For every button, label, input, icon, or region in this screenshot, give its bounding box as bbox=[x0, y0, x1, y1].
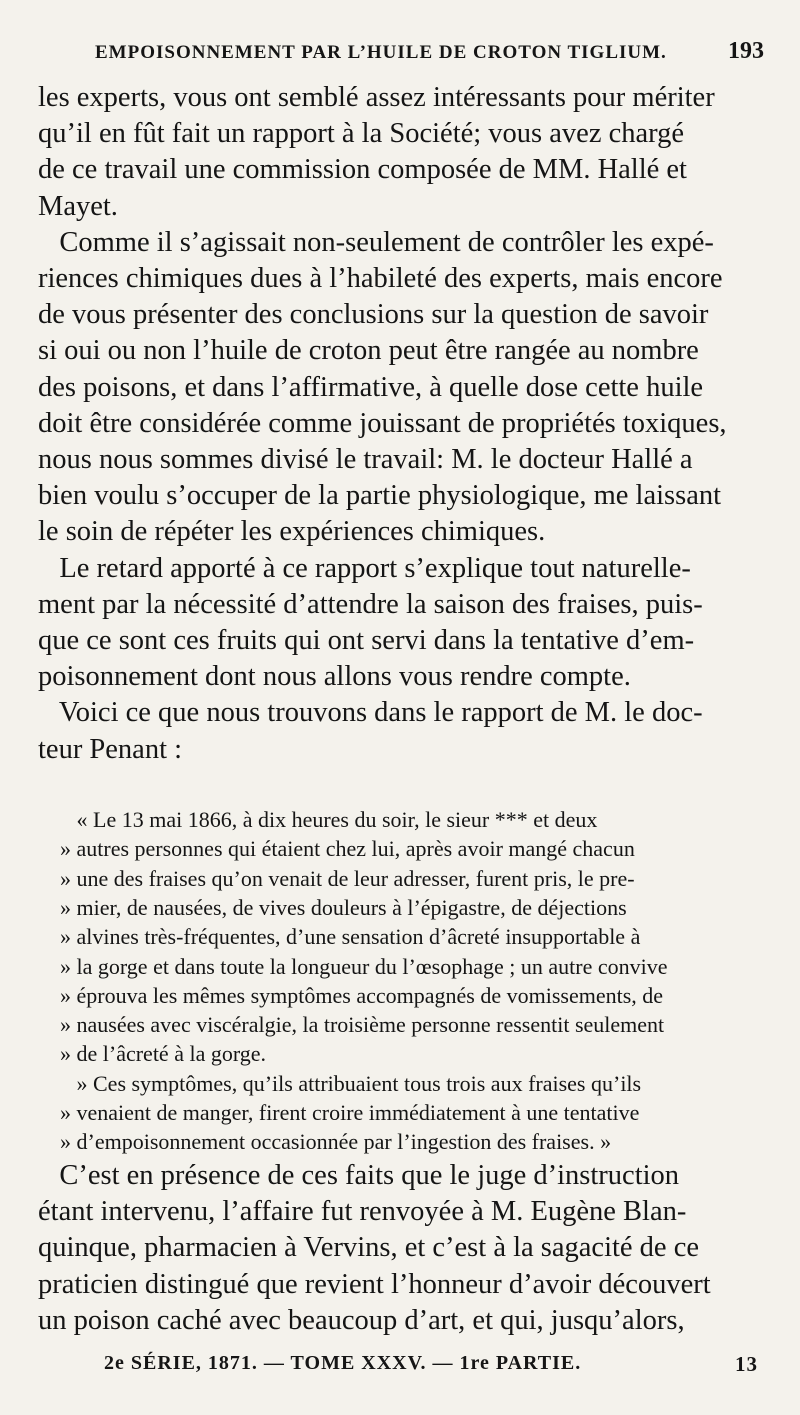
text-line: qu’il en fût fait un rapport à la Société; vous avez chargé bbox=[38, 118, 685, 150]
text-line: » nausées avec viscéralgie, la troisième personne ressentit seulement bbox=[60, 1012, 665, 1038]
text-line: riences chimiques dues à l’habileté des experts, mais encore bbox=[38, 263, 723, 294]
text-line: bien voulu s’occuper de la partie physiologique, me laissant bbox=[38, 480, 722, 512]
text-line: » de l’âcreté à la gorge. bbox=[60, 1041, 267, 1067]
text-line: si oui ou non l’huile de croton peut être rangée au nombre bbox=[38, 335, 699, 367]
text-line: ment par la nécessité d’attendre la saison des fraises, puis- bbox=[38, 588, 703, 620]
text-line: « Le 13 mai 1866, à dix heures du soir, le sieur *** et deux bbox=[60, 807, 598, 832]
text-line: des poisons, et dans l’affirmative, à quelle dose cette huile bbox=[38, 371, 704, 403]
text-line: nous nous sommes divisé le travail: M. le docteur Hallé a bbox=[38, 444, 693, 475]
text-line: de vous présenter des conclusions sur la question de savoir bbox=[38, 299, 709, 331]
text-line: » éprouva les mêmes symptômes accompagnés de vomissements, de bbox=[60, 982, 664, 1008]
page-footer bbox=[104, 1352, 758, 1377]
running-title: EMPOISONNEMENT PAR L’HUILE DE CROTON TIGLIUM. bbox=[95, 42, 667, 63]
text-line: teur Penant : bbox=[38, 733, 183, 765]
text-line: praticien distingué que revient l’honneur d’avoir découvert bbox=[38, 1268, 711, 1300]
text-line: » mier, de nausées, de vives douleurs à l’épigastre, de déjections bbox=[60, 894, 627, 920]
text-line: quinque, pharmacien à Vervins, et c’est à la sagacité de ce bbox=[38, 1232, 700, 1264]
signature-mark: 13 bbox=[735, 1352, 758, 1376]
text-line: » alvines très-fréquentes, d’une sensation d’âcreté insupportable à bbox=[60, 924, 641, 950]
text-line: » venaient de manger, firent croire immédiatement à une tentative bbox=[60, 1100, 640, 1125]
page-number: 193 bbox=[728, 38, 764, 64]
text-line: de ce travail une commission composée de MM. Hallé et bbox=[38, 154, 687, 186]
text-line: que ce sont ces fruits qui ont servi dans la tentative d’em- bbox=[38, 625, 695, 656]
text-line: doit être considérée comme jouissant de propriétés toxiques, bbox=[38, 407, 727, 439]
text-line: Voici ce que nous trouvons dans le rapport de M. le doc- bbox=[38, 697, 703, 729]
text-line: » d’empoisonnement occasionnée par l’ingestion des fraises. » bbox=[60, 1129, 612, 1155]
text-line: les experts, vous ont semblé assez intéressants pour mériter bbox=[38, 82, 715, 113]
footer-signature: 2e SÉRIE, 1871. — TOME XXXV. — 1re PARTIE. bbox=[104, 1352, 582, 1374]
text-line: Comme il s’agissait non-seulement de contrôler les expé- bbox=[38, 226, 714, 258]
running-header bbox=[95, 38, 764, 65]
text-line: » une des fraises qu’on venait de leur adresser, furent pris, le pre- bbox=[60, 865, 635, 891]
text-line: Le retard apporté à ce rapport s’explique tout naturelle- bbox=[38, 552, 691, 584]
text-line: Mayet. bbox=[38, 190, 118, 222]
text-line: C’est en présence de ces faits que le juge d’instruction bbox=[38, 1160, 680, 1191]
text-line: le soin de répéter les expériences chimiques. bbox=[38, 516, 546, 548]
text-line: » autres personnes qui étaient chez lui, après avoir mangé chacun bbox=[60, 836, 635, 862]
text-line: étant intervenu, l’affaire fut renvoyée à M. Eugène Blan- bbox=[38, 1196, 687, 1228]
text-line: poisonnement dont nous allons vous rendre compte. bbox=[38, 661, 631, 693]
text-line: » Ces symptômes, qu’ils attribuaient tous trois aux fraises qu’ils bbox=[60, 1070, 642, 1096]
text-line: un poison caché avec beaucoup d’art, et qui, jusqu’alors, bbox=[38, 1304, 685, 1336]
text-line: » la gorge et dans toute la longueur du l’œsophage ; un autre convive bbox=[60, 953, 668, 979]
